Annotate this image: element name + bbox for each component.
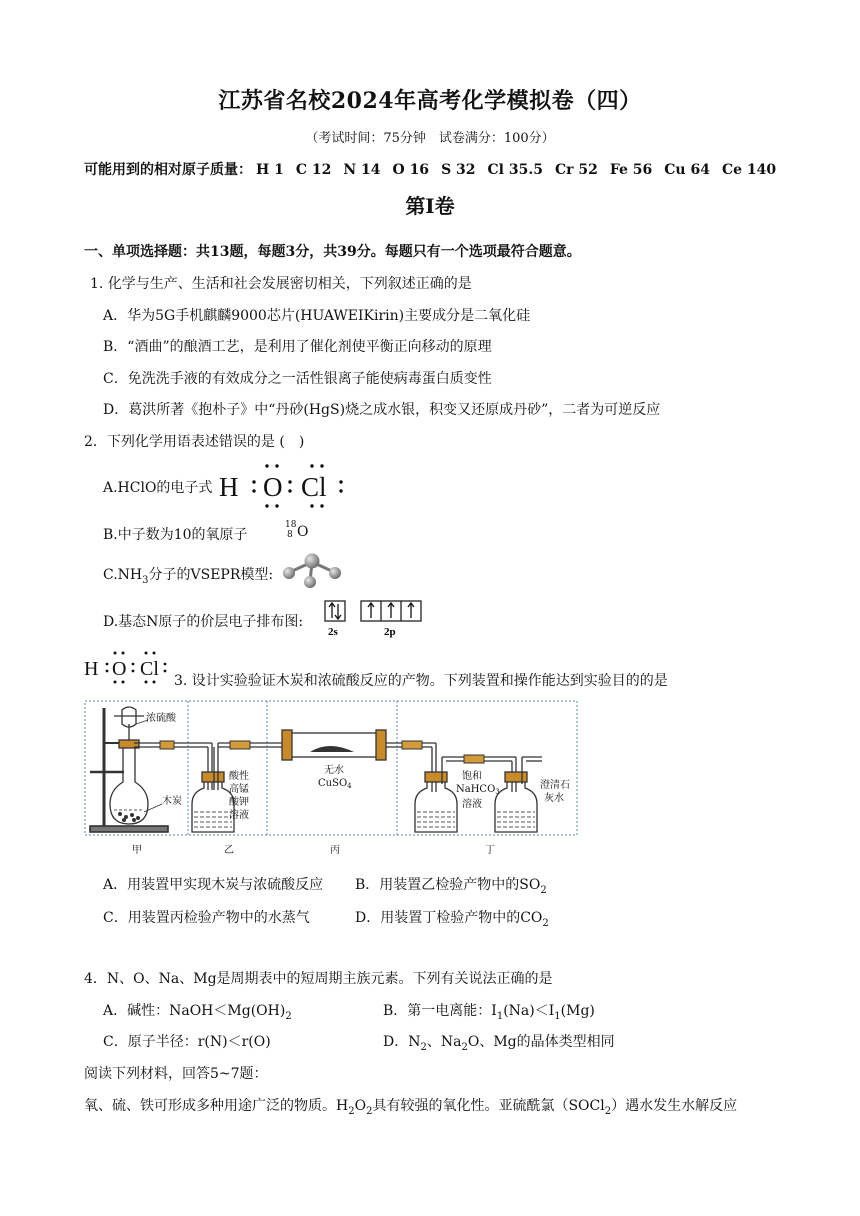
label-cuso4-sub: 4 xyxy=(347,782,352,790)
q1-stem: 1. 化学与生产、生活和社会发展密切相关，下列叙述正确的是 xyxy=(90,276,472,292)
hclo-lewis-structure-stray xyxy=(82,648,172,686)
reading-sub-2: 2 xyxy=(366,1105,373,1117)
label-saturated: 饱和 xyxy=(462,771,482,782)
lewis-h: H xyxy=(219,472,239,502)
lewis-cl: Cl xyxy=(140,658,159,680)
vsepr-model-icon xyxy=(280,552,344,590)
label-solution: 溶液 xyxy=(462,799,482,810)
atomic-mass-item: Fe 56 xyxy=(609,162,653,178)
q1-option-a: A．华为5G手机麒麟9000芯片(HUAWEIKirin)主要成分是二氧化硅 xyxy=(103,308,531,324)
label-anhydrous: 无水 xyxy=(324,765,344,776)
atomic-mass-item: O 16 xyxy=(392,162,430,178)
q2-c-sub: 3 xyxy=(142,574,149,586)
label-nahco3-text: NaHCO xyxy=(456,784,496,795)
q4-b-text-3: (Mg) xyxy=(560,1003,595,1019)
label-charcoal: 木炭 xyxy=(162,796,182,807)
q2-option-c xyxy=(103,564,273,586)
orbital-diagram xyxy=(318,598,428,640)
reading-intro: 阅读下列材料，回答5~7题： xyxy=(84,1066,268,1082)
q4-stem: 4．N、O、Na、Mg是周期表中的短周期主族元素。下列有关说法正确的是 xyxy=(84,971,553,987)
isotope-symbol: O xyxy=(297,524,309,540)
lewis-o: O xyxy=(263,472,283,502)
reading-sub-3: 2 xyxy=(604,1105,612,1117)
q1-option-d: D．葛洪所著《抱朴子》中“丹砂(HgS)烧之成水银，积变又还原成丹砂”，二者为可逆反应 xyxy=(103,402,661,418)
q1-option-c: C．免洗洗手液的有效成分之一活性银离子能使病毒蛋白质变性 xyxy=(103,371,492,387)
reading-text-4: ）遇水发生水解反应 xyxy=(611,1098,738,1114)
lewis-cl: Cl xyxy=(301,472,327,502)
label-conc-sulfuric-acid: 浓硫酸 xyxy=(146,713,176,724)
q2-option-d: D.基态N原子的价层电子排布图: xyxy=(103,614,304,630)
experiment-apparatus-diagram xyxy=(84,700,578,860)
exam-info: （考试时间：75分钟 试卷满分：100分） xyxy=(305,131,555,146)
q2-c-text: C.NH xyxy=(103,567,143,583)
atomic-mass-item: Cu 64 xyxy=(664,162,710,178)
q3-option-a: A．用装置甲实现木炭与浓硫酸反应 xyxy=(103,877,324,893)
q4-b-sub-2: 1 xyxy=(554,1010,561,1022)
q3-b-sub: 2 xyxy=(540,884,547,896)
atomic-mass-label: 可能用到的相对原子质量： xyxy=(84,162,252,178)
atomic-mass-item: C 12 xyxy=(295,162,332,178)
atomic-mass-item: Cl 35.5 xyxy=(487,162,543,178)
label-bing: 丙 xyxy=(330,845,340,856)
hclo-lewis-structure xyxy=(216,460,350,512)
label-kmno4-3: 酸钾 xyxy=(229,797,249,808)
q1-option-b: B．“酒曲”的酿酒工艺，是利用了催化剂使平衡正向移动的原理 xyxy=(103,339,492,355)
page-title: 江苏省名校2024年高考化学模拟卷（四） xyxy=(218,88,642,114)
volume-heading: 第Ⅰ卷 xyxy=(405,194,455,218)
atomic-mass-item: S 32 xyxy=(441,162,476,178)
q3-d-text: D．用装置丁检验产物中的CO xyxy=(355,910,543,926)
label-cuso4 xyxy=(318,778,352,790)
q4-b-text: B．第一电离能：I xyxy=(383,1003,497,1019)
q4-d-text: D．N xyxy=(383,1034,421,1050)
reading-text-1: 氧、硫、铁可形成多种用途广泛的物质。H xyxy=(84,1098,349,1114)
label-kmno4-2: 高锰 xyxy=(229,784,249,795)
lewis-h: H xyxy=(84,658,99,680)
q4-d-sub-2: 2 xyxy=(461,1041,468,1053)
orbital-2s-label: 2s xyxy=(328,626,338,638)
q4-b-text-2: (Na)＜I xyxy=(503,1003,555,1019)
reading-text-3: 具有较强的氧化性。亚硫酰氯（SOCl xyxy=(372,1098,605,1114)
q4-a-text: A．碱性：NaOH＜Mg(OH) xyxy=(103,1003,286,1019)
isotope-mass-number: 18 xyxy=(285,520,297,530)
label-nahco3 xyxy=(456,784,500,796)
label-kmno4-1: 酸性 xyxy=(229,771,249,782)
q3-b-text: B．用装置乙检验产物中的SO xyxy=(355,877,541,893)
atomic-mass-item: Cr 52 xyxy=(554,162,598,178)
q2-option-a: A.HClO的电子式 xyxy=(103,480,213,496)
label-yi: 乙 xyxy=(224,845,234,856)
label-limewater-1: 澄清石 xyxy=(540,780,570,791)
orbital-2p-label: 2p xyxy=(384,626,396,638)
label-nahco3-sub: 3 xyxy=(495,788,500,796)
reading-sub-1: 2 xyxy=(348,1105,355,1117)
q2-stem: 2．下列化学用语表述错误的是 ( ) xyxy=(84,434,305,450)
q2-option-b: B.中子数为10的氧原子 xyxy=(103,527,248,543)
q4-d-sub-1: 2 xyxy=(420,1041,427,1053)
atomic-mass-item: Ce 140 xyxy=(721,162,777,178)
q3-option-d xyxy=(355,907,549,929)
q4-d-text-3: O、Mg的晶体类型相同 xyxy=(467,1034,615,1050)
q4-option-c: C．原子半径：r(N)＜r(O) xyxy=(103,1034,271,1050)
q4-d-text-2: 、Na xyxy=(426,1034,462,1050)
q3-option-c: C．用装置丙检验产物中的水蒸气 xyxy=(103,910,310,926)
atomic-mass-item: H 1 xyxy=(256,162,284,178)
label-ding: 丁 xyxy=(485,845,495,856)
isotope-atomic-number: 8 xyxy=(287,530,293,540)
label-kmno4-4: 溶液 xyxy=(229,810,249,821)
q3-d-sub: 2 xyxy=(542,917,549,929)
q4-a-sub: 2 xyxy=(285,1010,292,1022)
q4-b-sub-1: 1 xyxy=(496,1010,504,1022)
q4-option-b xyxy=(383,1000,595,1022)
atomic-mass-line xyxy=(84,159,788,179)
q2-c-text-2: 分子的VSEPR模型: xyxy=(148,567,274,583)
oxygen-isotope xyxy=(282,520,312,544)
reading-text-2: O xyxy=(354,1098,367,1114)
q3-stem: 3. 设计实验验证木炭和浓硫酸反应的产物。下列装置和操作能达到实验目的的是 xyxy=(174,673,668,689)
q3-option-b xyxy=(355,874,547,896)
label-limewater-2: 灰水 xyxy=(544,793,564,804)
label-jia: 甲 xyxy=(132,845,142,856)
label-cuso4-text: CuSO xyxy=(318,778,348,789)
atomic-mass-item: N 14 xyxy=(343,162,381,178)
lewis-o: O xyxy=(112,658,127,680)
q4-option-a xyxy=(103,1000,292,1022)
q4-option-d xyxy=(383,1031,615,1053)
reading-paragraph xyxy=(84,1095,737,1117)
section-heading: 一、单项选择题：共13题，每题3分，共39分。每题只有一个选项最符合题意。 xyxy=(84,244,581,260)
